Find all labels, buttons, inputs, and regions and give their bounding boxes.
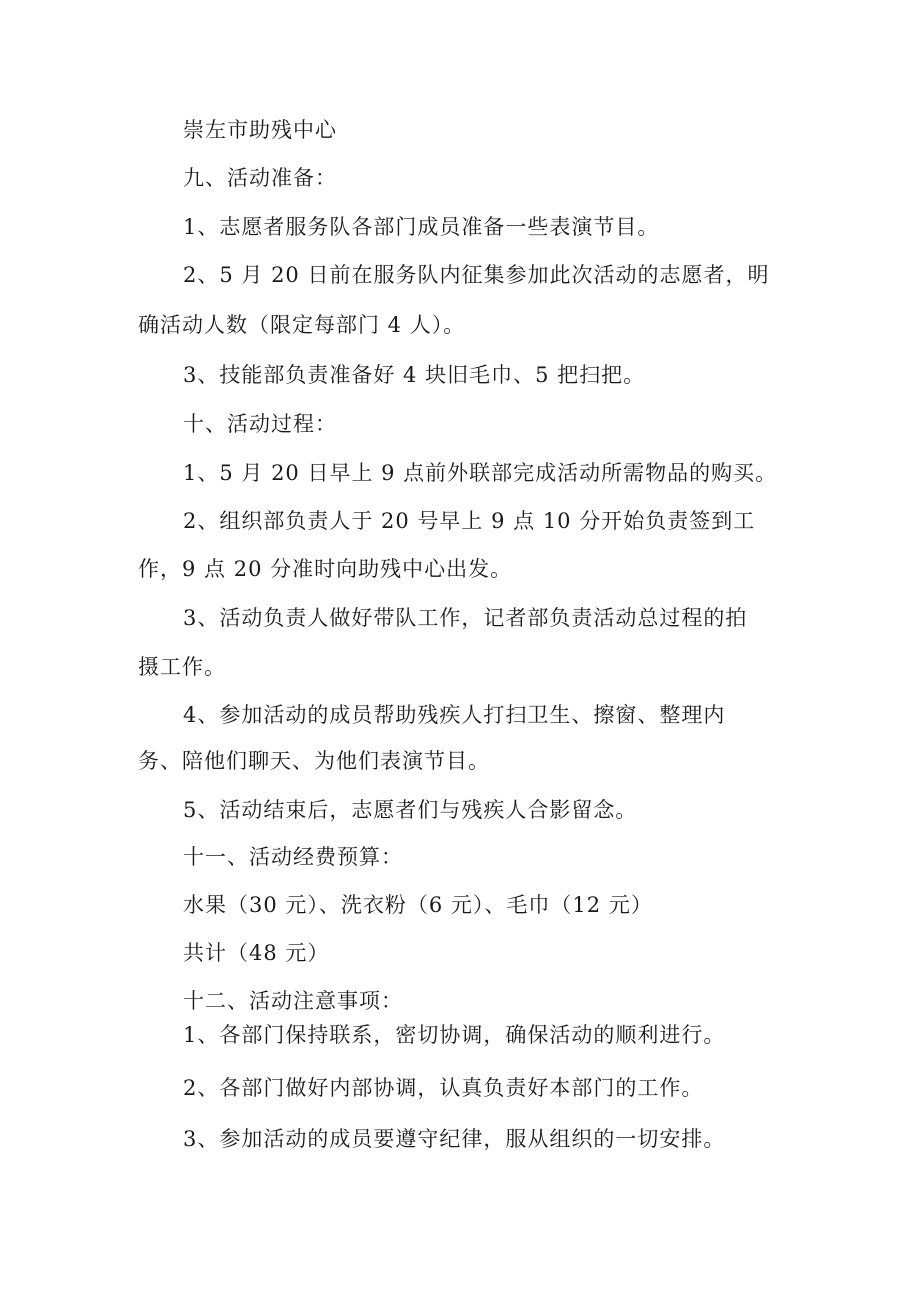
section-heading-process: 十、活动过程： xyxy=(183,412,337,436)
notes-item-2: 2、各部门做好内部协调，认真负责好本部门的工作。 xyxy=(183,1076,704,1100)
prep-item-3: 3、技能部负责准备好 4 块旧毛巾、5 把扫把。 xyxy=(183,363,646,387)
prep-item-2-line-1: 2、5 月 20 日前在服务队内征集参加此次活动的志愿者，明 xyxy=(183,263,770,287)
process-item-1: 1、5 月 20 日早上 9 点前外联部完成活动所需物品的购买。 xyxy=(183,461,778,485)
process-item-4-line-1: 4、参加活动的成员帮助残疾人打扫卫生、擦窗、整理内 xyxy=(183,703,726,727)
org-name-line: 崇左市助残中心 xyxy=(183,118,337,142)
process-item-3-line-1: 3、活动负责人做好带队工作，记者部负责活动总过程的拍 xyxy=(183,606,748,630)
section-heading-budget: 十一、活动经费预算： xyxy=(183,845,403,869)
process-item-5: 5、活动结束后，志愿者们与残疾人合影留念。 xyxy=(183,798,638,822)
budget-items: 水果（30 元）、洗衣粉（6 元）、毛巾（12 元） xyxy=(183,893,653,917)
process-item-4-line-2: 务、陪他们聊天、为他们表演节目。 xyxy=(138,749,490,773)
prep-item-2-line-2: 确活动人数（限定每部门 4 人）。 xyxy=(138,313,466,337)
section-heading-preparation: 九、活动准备： xyxy=(183,166,337,190)
process-item-2-line-1: 2、组织部负责人于 20 号早上 9 点 10 分开始负责签到工 xyxy=(183,509,756,533)
prep-item-1: 1、志愿者服务队各部门成员准备一些表演节目。 xyxy=(183,215,660,239)
process-item-2-line-2: 作，9 点 20 分准时向助残中心出发。 xyxy=(138,557,513,581)
budget-total: 共计（48 元） xyxy=(183,941,330,965)
process-item-3-line-2: 摄工作。 xyxy=(138,655,226,679)
notes-item-1: 1、各部门保持联系，密切协调，确保活动的顺利进行。 xyxy=(183,1023,726,1047)
section-heading-notes: 十二、活动注意事项： xyxy=(183,989,403,1013)
notes-item-3: 3、参加活动的成员要遵守纪律，服从组织的一切安排。 xyxy=(183,1127,726,1151)
